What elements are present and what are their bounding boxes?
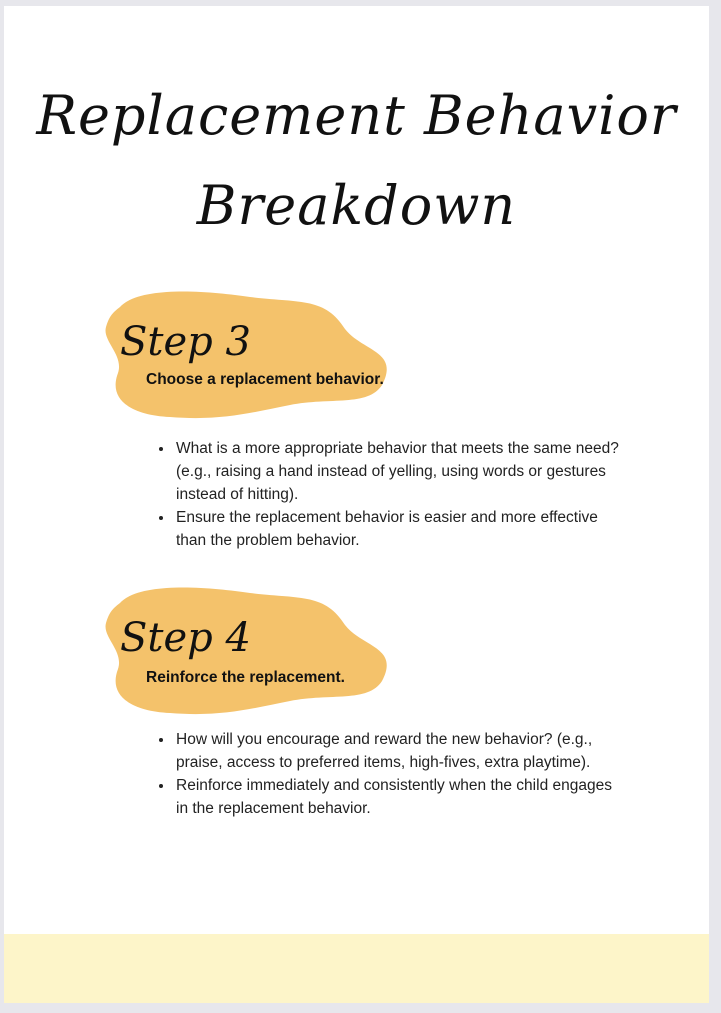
list-item: • How will you encourage and reward the new behavior? (e.g., praise, access to preferred items, high-fives, extra playtime). bbox=[174, 728, 624, 774]
list-item: • Ensure the replacement behavior is easier and more effective than the problem behavior. bbox=[174, 506, 624, 552]
step-3-subtitle: Choose a replacement behavior. bbox=[146, 371, 384, 388]
step-3-bullet-list bbox=[162, 437, 624, 552]
step-4-subtitle: Reinforce the replacement. bbox=[146, 669, 345, 686]
page-title-line-1: Replacement Behavior bbox=[36, 84, 677, 147]
step-4-bullet-list bbox=[162, 728, 624, 820]
step-3-badge bbox=[100, 289, 390, 419]
step-4-label: Step 4 bbox=[120, 615, 251, 661]
step-3-label: Step 3 bbox=[120, 319, 251, 365]
footer-band bbox=[4, 934, 709, 1003]
step-4-badge bbox=[100, 585, 390, 715]
list-item: • Reinforce immediately and consistently when the child engages in the replacement behavior. bbox=[174, 774, 624, 820]
page-title-line-2: Breakdown bbox=[196, 174, 517, 237]
list-item: • What is a more appropriate behavior that meets the same need? (e.g., raising a hand instead of yelling, using words or gestures instead of hitting). bbox=[174, 437, 624, 506]
page bbox=[4, 6, 709, 1003]
